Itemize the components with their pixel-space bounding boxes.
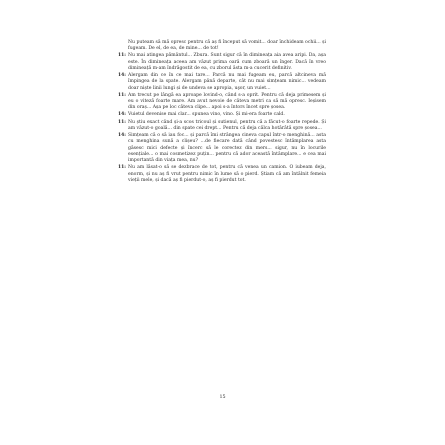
dialogue-paragraph (118, 120, 326, 133)
speaker-marker: 14: (118, 112, 126, 118)
paragraph-text: Nu știu exact când și-a scos tricoul și sutienul, pentru că a făcut-o foarte repede. Și am văzut-o goală... din spate cei drept... Pentru că deja călca hotărâtă spre șosea... (128, 119, 326, 131)
paragraph-continuation (118, 40, 326, 53)
page-content (118, 40, 326, 185)
speaker-marker: 11: (118, 53, 126, 59)
speaker-marker: 11: (118, 165, 126, 171)
paragraph-text: Nu puteam să mă opresc pentru că aș fi început să vomit... doar închideam ochii... și fugeam. De el, de ea, de mine... de tot! (128, 40, 326, 52)
paragraph-text: Nu am lăsat-o să se dezbrace de tot, pentru că venea un camion. O iubeam deja, enorm, și nu aș fi vrut pentru nimic în lume să o pierd. Știam că am întâlnit femeia vieții mele, și dacă aș fi pierdut-o, aș fi pierdut tot. (128, 165, 326, 183)
dialogue-paragraph (118, 112, 326, 118)
dialogue-paragraph (118, 165, 326, 184)
paragraph-text: Alergam din ce în ce mai tare... Parcă nu mai fugeam eu, parcă altcineva mă împingea de la spate. Alergam până departe, cât nu mai simțeam nimic... vedeam doar niște linii lungi și de undeva se apropia, uşor, un vuiet... (128, 73, 326, 91)
dialogue-paragraph (118, 53, 326, 72)
dialogue-paragraph (118, 93, 326, 112)
paragraph-text: Nu mai atingea pământul... Zbura. Sunt sigur că în dimineața aia avea aripi. Da, așa este. În dimineața aceea am văzut prima oară cum zboară un înger. Dacă în vreo dimineață m-am îndrăgostit de ea, cu zborul ăsta m-a cucerit definitiv. (128, 53, 326, 71)
dialogue-paragraph (118, 133, 326, 164)
dialogue-paragraph (118, 73, 326, 92)
paragraph-text: Am trecut pe lângă ea aproape lovind-o, când s-a oprit. Pentru că deja primesem și eu o viteză foarte mare. Am avut nevoie de câteva metri ca să mă opresc. Ieșisem din oraș... Așa pe loc câteva clipe... apoi s-a întors încet spre șosea. (128, 92, 326, 111)
speaker-marker: 14: (118, 73, 126, 79)
speaker-marker: 14: (118, 132, 126, 138)
paragraph-text: Vuietul devenise mai clar... spunea vino, vino. Și mi-era foarte cald. (128, 112, 285, 118)
page-number: 15 (219, 395, 226, 400)
speaker-marker: 11: (118, 92, 126, 98)
speaker-marker: 11: (118, 119, 126, 125)
paragraph-text: Simțeam că o să iau foc... și parcă îmi strângea cineva capul într-o menghină... asta cu menghina sună a clișeu? ...de fiecare dată când povestesc întâmplarea asta găsesc mici defecte și încerc să le corectez din mers... sigur, nu în locurile esențiale... o mai cosmetizez puțin... pentru că ador această întâmplare... e cea mai importantă din viața mea, nu? (128, 132, 326, 164)
